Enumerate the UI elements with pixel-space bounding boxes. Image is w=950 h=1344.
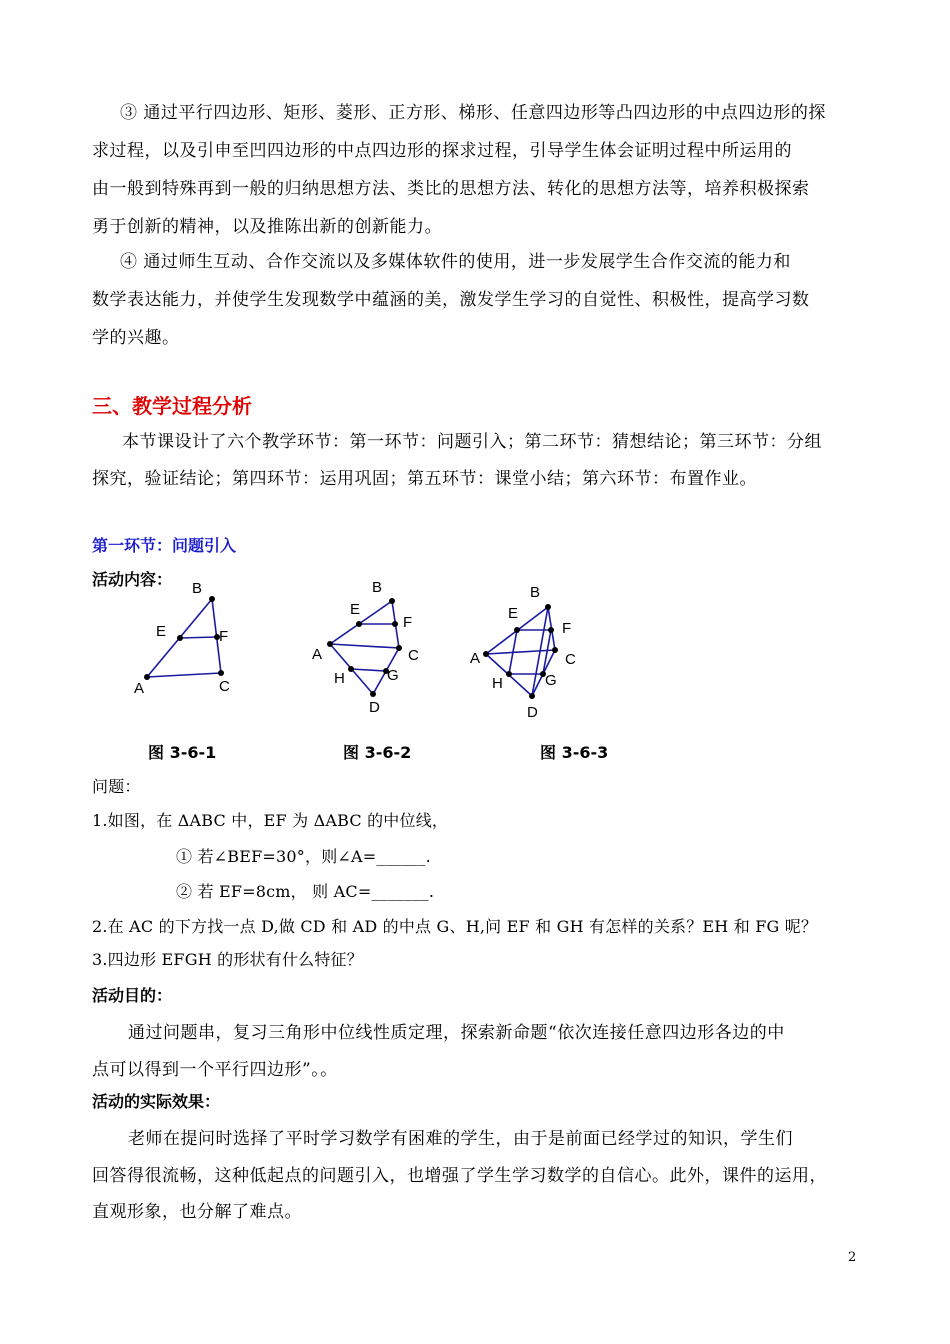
fig3-label-A: A bbox=[470, 650, 481, 667]
fig1-label-C: C bbox=[219, 678, 230, 695]
fig2-label-H: H bbox=[334, 670, 345, 687]
fig2-label-A: A bbox=[312, 646, 323, 663]
figure-caption: 图 3-6-3 bbox=[540, 743, 609, 762]
fig3-label-G: G bbox=[545, 672, 557, 689]
fig2-label-F: F bbox=[403, 614, 413, 631]
fig3-label-C: C bbox=[565, 651, 576, 668]
figure-caption: 图 3-6-1 bbox=[148, 743, 217, 762]
paragraph-line: 勇于创新的精神，以及推陈出新的创新能力。 bbox=[92, 217, 442, 237]
fig2-label-G: G bbox=[387, 667, 399, 684]
stage-heading: 第一环节：问题引入 bbox=[92, 536, 237, 555]
fig2-label-C: C bbox=[408, 647, 419, 664]
fig3-label-D: D bbox=[527, 704, 538, 721]
paragraph-line: 数学表达能力，并使学生发现数学中蕴涵的美，激发学生学习的自觉性、积极性，提高学习数 bbox=[92, 290, 810, 310]
question-2: 2.在 AC 的下方找一点 D,做 CD 和 AD 的中点 G、H,问 EF 和 GH 有怎样的关系？EH 和 FG 呢？ bbox=[92, 917, 818, 936]
paragraph-line: ④ 通过师生互动、合作交流以及多媒体软件的使用，进一步发展学生合作交流的能力和 bbox=[120, 252, 791, 272]
question-1b: ② 若 EF=8cm， 则 AC=_______. bbox=[176, 882, 435, 901]
effect-line: 回答得很流畅，这种低起点的问题引入，也增强了学生学习数学的自信心。此外，课件的运用， bbox=[92, 1166, 827, 1186]
section-intro-line: 本节课设计了六个教学环节：第一环节：问题引入；第二环节：猜想结论；第三环节：分组 bbox=[122, 432, 822, 452]
question-1a: ① 若∠BEF=30°，则∠A=______. bbox=[176, 847, 431, 866]
fig3-label-B: B bbox=[530, 584, 541, 601]
fig1-label-A: A bbox=[134, 680, 145, 697]
figure-caption: 图 3-6-2 bbox=[343, 743, 412, 762]
question-1: 1.如图，在 ΔABC 中，EF 为 ΔABC 的中位线， bbox=[92, 811, 449, 830]
section-intro-line: 探究，验证结论；第四环节：运用巩固；第五环节：课堂小结；第六环节：布置作业。 bbox=[92, 469, 757, 489]
fig2-label-E: E bbox=[350, 601, 361, 618]
fig1-label-B: B bbox=[192, 580, 203, 597]
fig1-label-F: F bbox=[219, 628, 229, 645]
fig2-label-B: B bbox=[372, 579, 383, 596]
purpose-line: 点可以得到一个平行四边形”。。 bbox=[92, 1060, 338, 1080]
fig3-label-H: H bbox=[492, 675, 503, 692]
activity-purpose-label: 活动目的： bbox=[92, 986, 173, 1005]
fig3-label-F: F bbox=[562, 620, 572, 637]
fig3-label-E: E bbox=[508, 605, 519, 622]
paragraph-line: 由一般到特殊再到一般的归纳思想方法、类比的思想方法、转化的思想方法等，培养积极探索 bbox=[92, 179, 810, 199]
activity-effect-label: 活动的实际效果： bbox=[92, 1092, 221, 1111]
activity-content-label: 活动内容： bbox=[92, 570, 173, 589]
paragraph-line: 学的兴趣。 bbox=[92, 328, 180, 348]
paragraph-line: 求过程，以及引申至凹四边形的中点四边形的探求过程，引导学生体会证明过程中所运用的 bbox=[92, 141, 792, 161]
paragraph-line: ③ 通过平行四边形、矩形、菱形、正方形、梯形、任意四边形等凸四边形的中点四边形的探 bbox=[120, 103, 826, 123]
questions-label: 问题： bbox=[92, 777, 141, 796]
fig2-label-D: D bbox=[369, 699, 380, 716]
effect-line: 直观形象，也分解了难点。 bbox=[92, 1202, 302, 1222]
page-number: 2 bbox=[848, 1250, 857, 1265]
purpose-line: 通过问题串，复习三角形中位线性质定理，探索新命题“依次连接任意四边形各边的中 bbox=[128, 1023, 785, 1043]
effect-line: 老师在提问时选择了平时学习数学有困难的学生，由于是前面已经学过的知识，学生们 bbox=[128, 1129, 793, 1149]
section-heading: 三、教学过程分析 bbox=[92, 394, 252, 418]
fig1-label-E: E bbox=[156, 623, 167, 640]
question-3: 3.四边形 EFGH 的形状有什么特征？ bbox=[92, 950, 363, 969]
